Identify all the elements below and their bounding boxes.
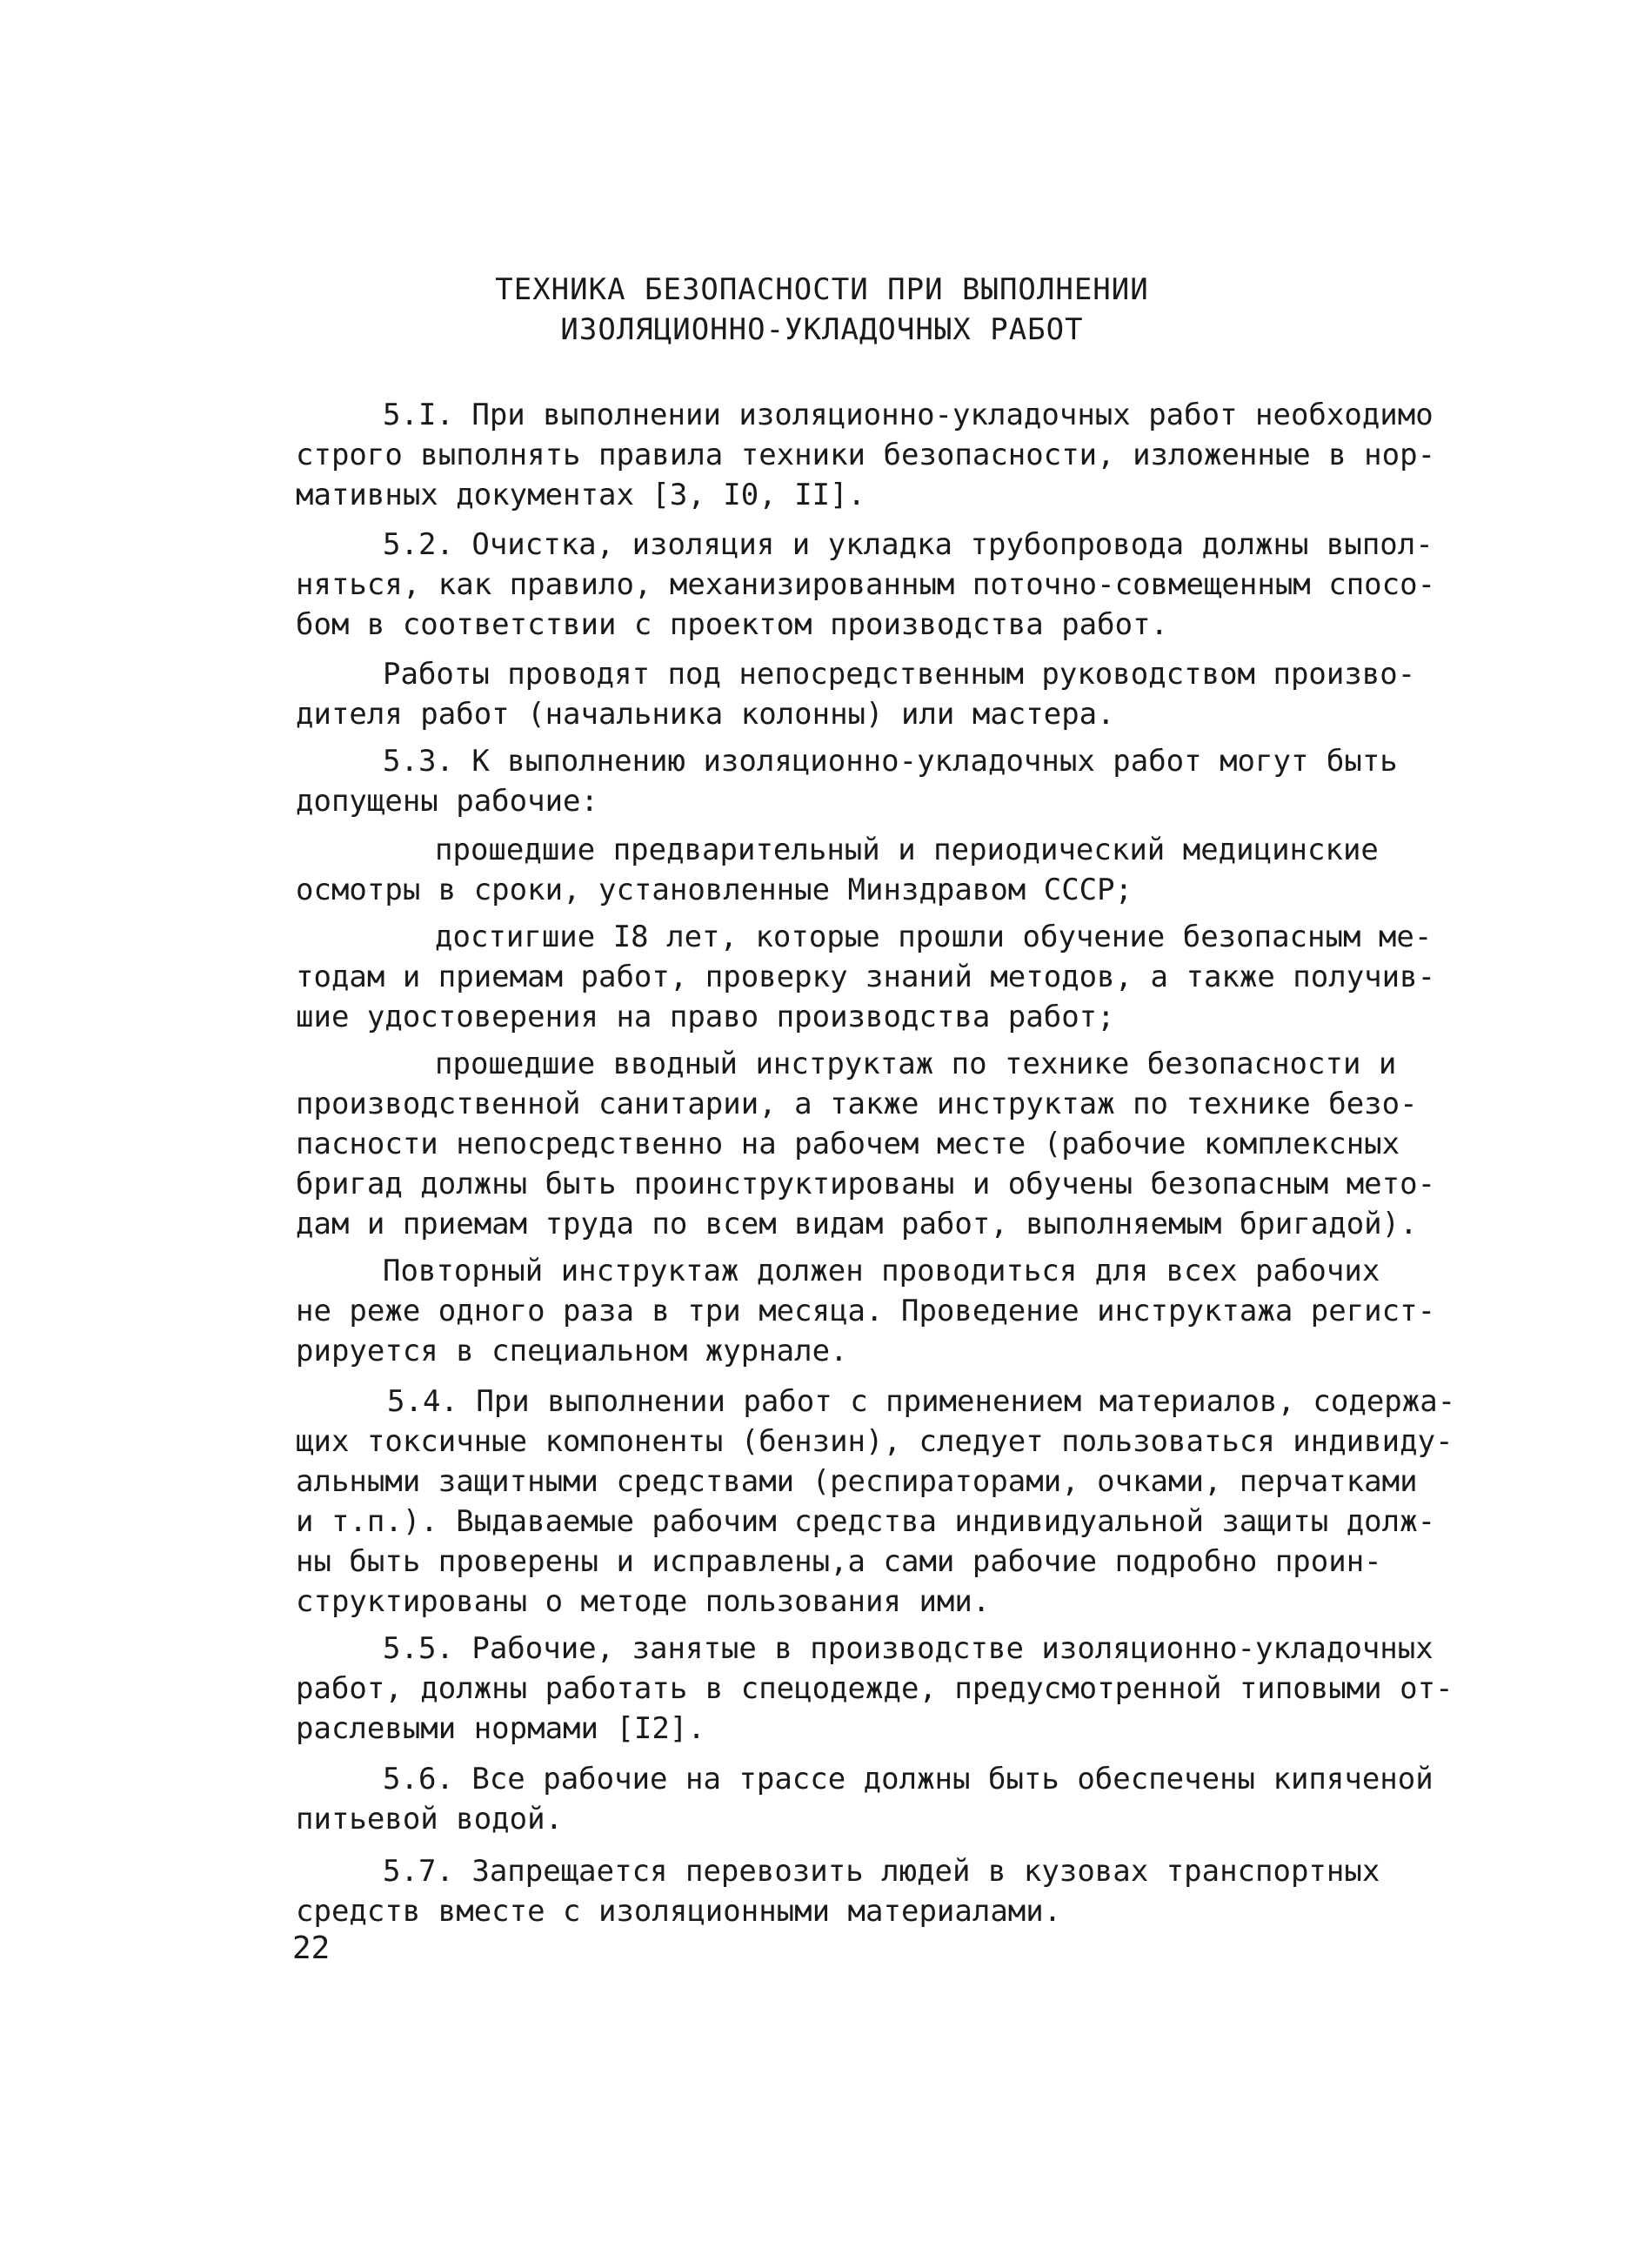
body-line: 5.5. Рабочие, занятые в производстве изоляционно-укладочных	[383, 1631, 1433, 1666]
body-line: осмотры в сроки, установленные Минздравом СССР;	[296, 873, 1133, 907]
body-line: няться, как правило, механизированным поточно-совмещенным спосо-	[296, 567, 1436, 602]
title-line-2: ИЗОЛЯЦИОННО-УКЛАДОЧНЫХ РАБОТ	[560, 312, 1084, 347]
body-line: 5.2. Очистка, изоляция и укладка трубопровода должны выпол-	[383, 527, 1433, 562]
body-line: питьевой водой.	[296, 1802, 564, 1836]
body-line: работ, должны работать в спецодежде, предусмотренной типовыми от-	[296, 1671, 1454, 1706]
body-line: тодам и приемам работ, проверку знаний методов, а также получив-	[296, 960, 1436, 994]
body-line: прошедшие вводный инструктаж по технике безопасности и	[435, 1047, 1397, 1081]
body-line: дам и приемам труда по всем видам работ, выполняемым бригадой).	[296, 1207, 1418, 1241]
body-line: 5.7. Запрещается перевозить людей в кузовах транспортных	[383, 1854, 1380, 1889]
body-line: щих токсичные компоненты (бензин), следует пользоваться индивиду-	[296, 1424, 1454, 1459]
body-line: 5.6. Все рабочие на трассе должны быть обеспечены кипяченой	[383, 1762, 1433, 1796]
body-line: раслевыми нормами [I2].	[296, 1711, 705, 1746]
body-line: альными защитными средствами (респираторами, очками, перчатками	[296, 1464, 1418, 1499]
body-line: 5.3. К выполнению изоляционно-укладочных работ могут быть	[383, 744, 1398, 779]
body-line: бригад должны быть проинструктированы и обучены безопасным мето-	[296, 1167, 1436, 1201]
body-line: ны быть проверены и исправлены,а сами рабочие подробно проин-	[296, 1544, 1382, 1579]
body-line: дителя работ (начальника колонны) или мастера.	[296, 697, 1115, 732]
body-line: рируется в специальном журнале.	[296, 1334, 848, 1368]
body-line: Повторный инструктаж должен проводиться для всех рабочих	[383, 1254, 1380, 1288]
title-line-1: ТЕХНИКА БЕЗОПАСНОСТИ ПРИ ВЫПОЛНЕНИИ	[495, 272, 1149, 307]
body-line: шие удостоверения на право производства работ;	[296, 1000, 1115, 1034]
body-line: не реже одного раза в три месяца. Проведение инструктажа регист-	[296, 1294, 1436, 1328]
body-line: и т.п.). Выдаваемые рабочим средства индивидуальной защиты долж-	[296, 1504, 1436, 1539]
body-line: 5.4. При выполнении работ с применением материалов, содержа-	[387, 1384, 1456, 1419]
page-number: 22	[292, 1930, 331, 1966]
body-line: 5.I. При выполнении изоляционно-укладочных работ необходимо	[383, 398, 1433, 432]
body-line: производственной санитарии, а также инструктаж по технике безо-	[296, 1087, 1418, 1121]
body-line: достигшие I8 лет, которые прошли обучение безопасным ме-	[435, 920, 1433, 954]
body-line: мативных документах [3, I0, II].	[296, 478, 866, 512]
body-line: Работы проводят под непосредственным руководством произво-	[383, 657, 1416, 692]
body-line: пасности непосредственно на рабочем месте (рабочие комплексных	[296, 1127, 1400, 1161]
body-line: допущены рабочие:	[296, 784, 598, 819]
body-line: строго выполнять правила техники безопасности, изложенные в нор-	[296, 438, 1436, 472]
body-line: прошедшие предварительный и периодический медицинские	[435, 833, 1379, 867]
body-line: структированы о методе пользования ими.	[296, 1584, 991, 1619]
body-line: бом в соответствии с проектом производства работ.	[296, 607, 1169, 642]
body-line: средств вместе с изоляционными материалами.	[296, 1894, 1062, 1929]
